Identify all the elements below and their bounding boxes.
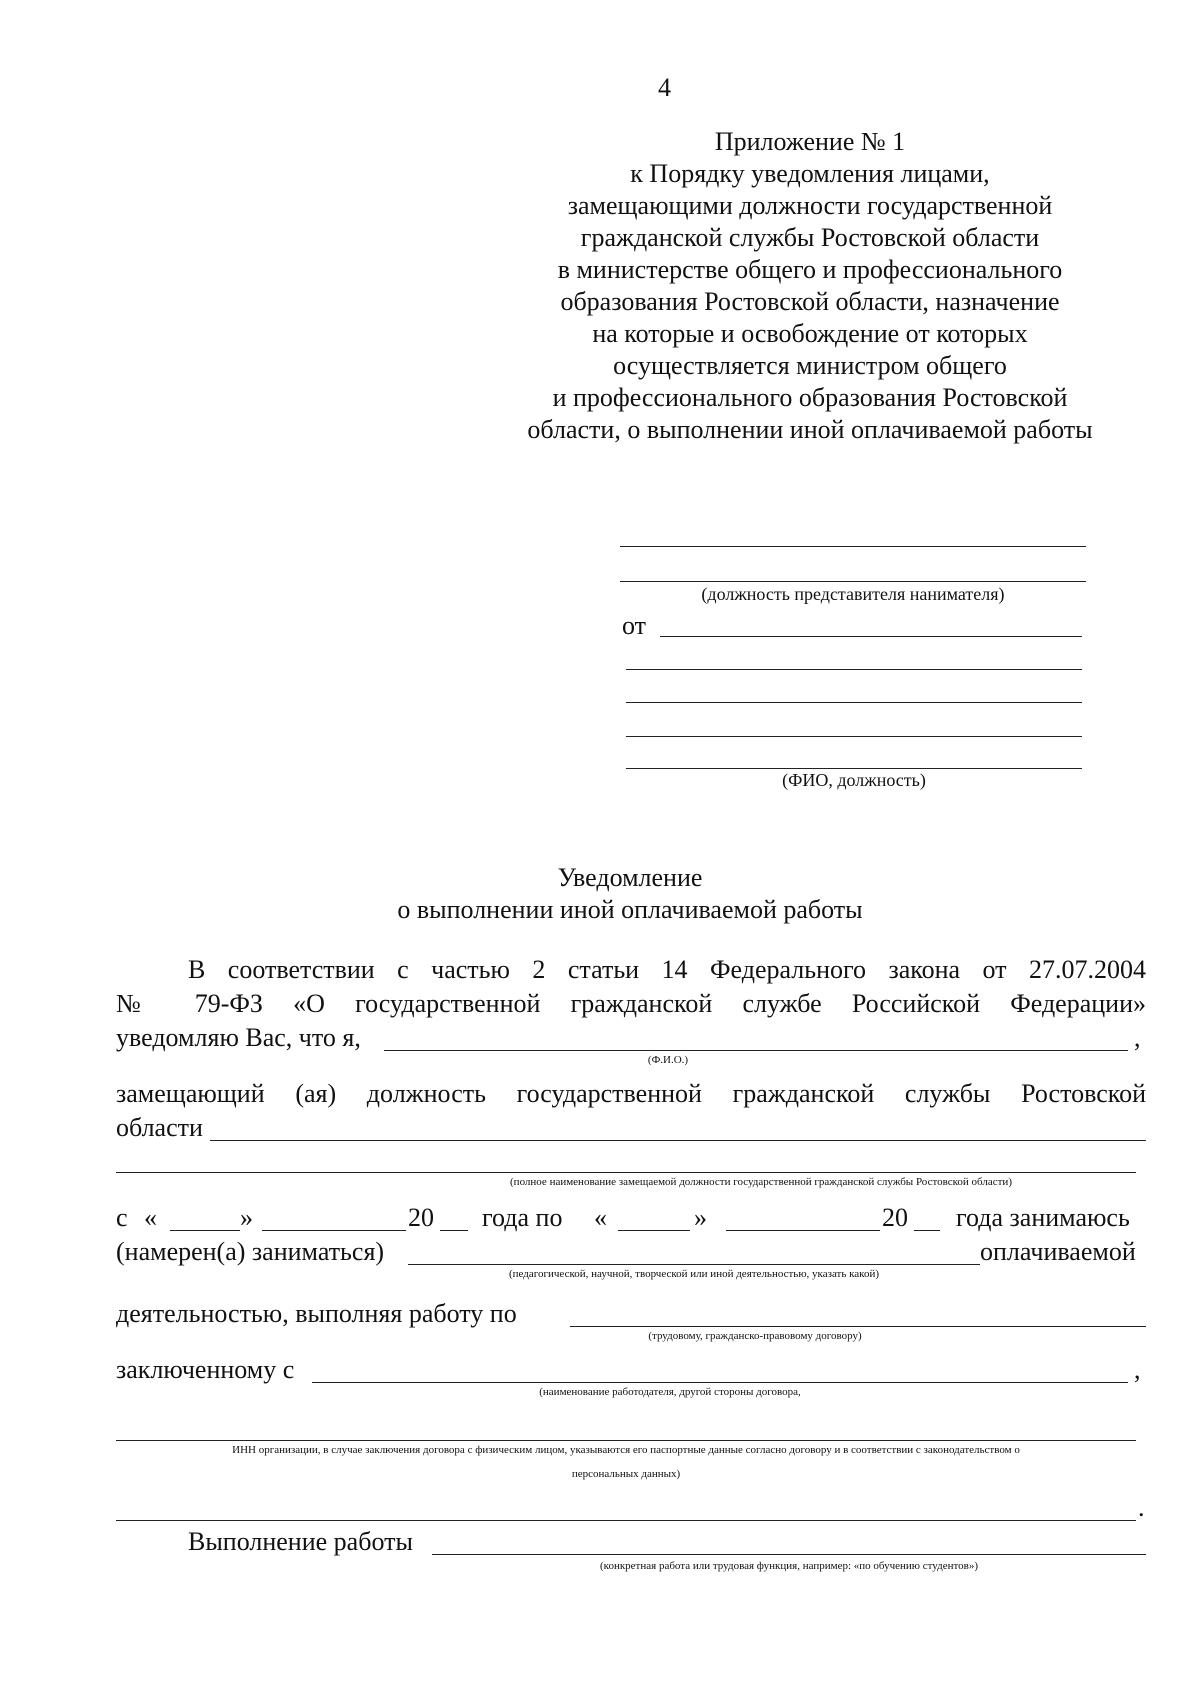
position-line-1: замещающий (ая) должность государственной гражданской службы Ростовской <box>116 1079 1146 1108</box>
fio-field-line[interactable] <box>384 1050 1128 1051</box>
position-field-caption: (полное наименование замещаемой должности государственной гражданской службы Ростовской области) <box>510 1176 1012 1188</box>
appendix-line: Приложение № 1 <box>714 127 906 156</box>
notify-label: уведомляю Вас, что я, <box>116 1023 361 1052</box>
body-line-2: № 79-ФЗ «О государственной гражданской службе Российской Федерации» <box>116 989 1146 1018</box>
intend-label: (намерен(а) заниматься) <box>116 1237 385 1266</box>
date-to-label: года по <box>482 1203 563 1232</box>
position-field-line-2[interactable] <box>116 1172 1136 1173</box>
employer-period: . <box>1138 1493 1145 1522</box>
date-open-quote-2: « <box>594 1203 607 1232</box>
employer-field-line-3[interactable] <box>116 1520 1136 1521</box>
date-year-prefix-1: 20 <box>408 1203 434 1232</box>
activity-label: деятельностью, выполняя работу по <box>116 1299 517 1328</box>
appendix-header <box>510 126 1110 446</box>
appendix-line: гражданской службы Ростовской области <box>580 223 1040 252</box>
from-line-5[interactable] <box>626 768 1082 769</box>
inn-caption-1: ИНН организации, в случае заключения договора с физическим лицом, указываются его паспортные данные согласно договору и в соответствии с законодательством о <box>232 1444 1020 1456</box>
addressee-position-line-2[interactable] <box>620 581 1086 582</box>
appendix-line: осуществляется министром общего <box>613 351 1007 380</box>
from-line-4[interactable] <box>626 736 1082 737</box>
appendix-line: и профессионального образования Ростовской <box>552 383 1068 412</box>
date-year-prefix-2: 20 <box>882 1203 908 1232</box>
activity-caption: (педагогической, научной, творческой или иной деятельностью, указать какой) <box>508 1268 880 1280</box>
date-close-quote-1: » <box>240 1203 253 1232</box>
date-engaged-label: года занимаюсь <box>956 1203 1130 1232</box>
position-line-2-label: области <box>116 1113 203 1142</box>
from-line-2[interactable] <box>626 669 1082 670</box>
work-caption: (конкретная работа или трудовая функция, например: «по обучению студентов») <box>600 1560 978 1572</box>
work-field-line[interactable] <box>432 1554 1146 1555</box>
from-name-line[interactable] <box>660 636 1082 637</box>
notice-title: Уведомление <box>557 863 703 892</box>
fio-comma: , <box>1134 1023 1141 1052</box>
body-line-1: В соответствии с частью 2 статьи 14 Федерального закона от 27.07.2004 <box>188 955 1146 984</box>
position-field-line-1[interactable] <box>210 1140 1146 1141</box>
date-year-2-field[interactable] <box>914 1230 940 1231</box>
date-month-1-field[interactable] <box>262 1230 406 1231</box>
concluded-label: заключенному с <box>116 1355 295 1384</box>
date-day-2-field[interactable] <box>618 1230 690 1231</box>
from-label: от <box>622 611 647 640</box>
addressee-position-line-1[interactable] <box>620 546 1086 547</box>
addressee-position-caption: (должность представителя нанимателя) <box>701 584 1005 604</box>
page-number: 4 <box>658 73 671 102</box>
inn-caption-2: персональных данных) <box>571 1468 681 1480</box>
contract-field-line[interactable] <box>570 1326 1146 1327</box>
date-day-1-field[interactable] <box>170 1230 240 1231</box>
appendix-line: на которые и освобождение от которых <box>592 319 1028 348</box>
date-close-quote-2: » <box>694 1203 707 1232</box>
employer-comma: , <box>1134 1355 1141 1384</box>
appendix-line: замещающими должности государственной <box>567 191 1053 220</box>
fio-caption: (ФИО, должность) <box>782 770 926 790</box>
appendix-line: в министерстве общего и профессионального <box>557 255 1063 284</box>
date-open-quote-1: « <box>144 1203 157 1232</box>
appendix-line: области, о выполнении иной оплачиваемой работы <box>527 415 1093 444</box>
paid-label: оплачиваемой <box>980 1237 1136 1266</box>
employer-caption: (наименование работодателя, другой стороны договора, <box>539 1386 801 1398</box>
notice-subtitle: о выполнении иной оплачиваемой работы <box>397 895 863 924</box>
date-year-1-field[interactable] <box>440 1230 468 1231</box>
date-s: с <box>116 1203 128 1232</box>
appendix-line: образования Ростовской области, назначение <box>560 287 1060 316</box>
appendix-line: к Порядку уведомления лицами, <box>630 159 990 188</box>
employer-field-line[interactable] <box>312 1382 1128 1383</box>
employer-field-line-2[interactable] <box>116 1440 1136 1441</box>
fio-field-caption: (Ф.И.О.) <box>647 1054 689 1066</box>
contract-caption: (трудовому, гражданско-правовому договору) <box>648 1330 862 1342</box>
date-month-2-field[interactable] <box>726 1230 880 1231</box>
from-line-3[interactable] <box>626 702 1082 703</box>
work-label: Выполнение работы <box>188 1527 413 1556</box>
activity-field-line[interactable] <box>408 1264 980 1265</box>
